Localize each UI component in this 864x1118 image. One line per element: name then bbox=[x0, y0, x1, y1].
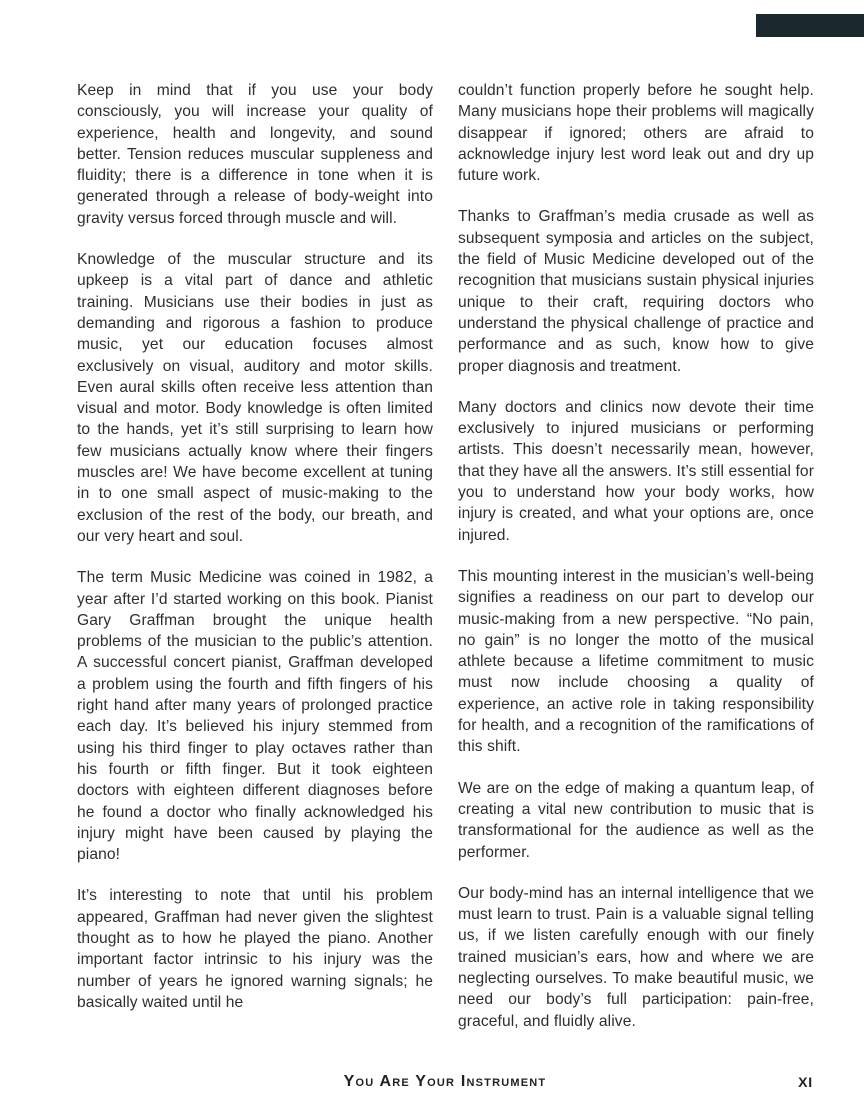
text-columns bbox=[77, 80, 813, 1052]
paragraph: Keep in mind that if you use your body consciously, you will increase your quality of experience, health and longevity, and sound better. Tension reduces muscular suppleness and fluidity; there is a difference in tone when it is generated through a release of body-weight into gravity versus forced through muscle and will. bbox=[77, 82, 433, 227]
right-column bbox=[458, 80, 814, 1052]
paragraph: It’s interesting to note that until his problem appeared, Graffman had never given the slightest thought as to how he played the piano. Another important factor intrinsic to his injury was the number of years he ignored warning signals; he basically waited until he bbox=[77, 887, 433, 1011]
paragraph: We are on the edge of making a quantum leap, of creating a vital new contribution to music that is transformational for the audience as well as the performer. bbox=[458, 779, 814, 861]
page-footer bbox=[77, 1073, 813, 1095]
paragraph: Thanks to Graffman’s media crusade as well as subsequent symposia and articles on the subject, the field of Music Medicine developed out of the recognition that musicians sustain physical injuries unique to their craft, requiring doctors who understand the physical challenge of practice and performance and as such, know how to give proper diagnosis and treatment. bbox=[458, 208, 814, 375]
paragraph: Our body-mind has an internal intelligence that we must learn to trust. Pain is a valuable signal telling us, if we listen carefully enough with our finely trained musician’s ears, how and where we are neglecting ourselves. To make beautiful music, we need our body’s full participation: pain-free, graceful, and fluidly alive. bbox=[458, 884, 814, 1030]
paragraph: Many doctors and clinics now devote their time exclusively to injured musicians or performing artists. This doesn’t necessarily mean, however, that they have all the answers. It’s still essential for you to understand how your body works, how injury is created, and what your options are, once injured. bbox=[458, 398, 814, 544]
paragraph: This mounting interest in the musician’s well-being signifies a readiness on our part to develop our music-making from a new perspective. “No pain, no gain” is no longer the motto of the musical athlete because a lifetime commitment to music must now include choosing a quality of experience, an active role in taking responsibility for health, and a recognition of the ramifications of this shift. bbox=[458, 567, 814, 756]
paragraph: The term Music Medicine was coined in 1982, a year after I’d started working on this book. Pianist Gary Graffman brought the unique health problems of the musician to the public’s attention. A successful concert pianist, Graffman developed a problem using the fourth and fifth fingers of his right hand after many years of prolonged practice each day. It’s believed his injury stemmed from using his third finger to play octaves rather than his fourth or fifth finger. But it took eighteen doctors with eighteen different diagnoses before he found a doctor who finally acknowledged his injury might have been caused by playing the piano! bbox=[77, 569, 433, 864]
left-column bbox=[77, 80, 433, 1052]
bookmark-tab[interactable] bbox=[756, 14, 864, 37]
paragraph: Knowledge of the muscular structure and its upkeep is a vital part of dance and athletic training. Musicians use their bodies in just as demanding and rigorous a fashion to produce music, yet our education focuses almost exclusively on visual, auditory and motor skills. Even aural skills often receive less attention than visual and motor. Body knowledge is often limited to the hands, yet it’s still surprising to learn how few musicians actually know where their fingers muscles are! We have become excellent at tuning in to one small aspect of music-making to the exclusion of the rest of the body, our breath, and our very heart and soul. bbox=[77, 251, 433, 545]
page-number: XI bbox=[798, 1074, 813, 1090]
paragraph: couldn’t function properly before he sought help. Many musicians hope their problems will magically disappear if ignored; others are afraid to acknowledge injury lest word leak out and dry up future work. bbox=[458, 82, 814, 185]
running-title: You Are Your Instrument bbox=[343, 1073, 547, 1090]
